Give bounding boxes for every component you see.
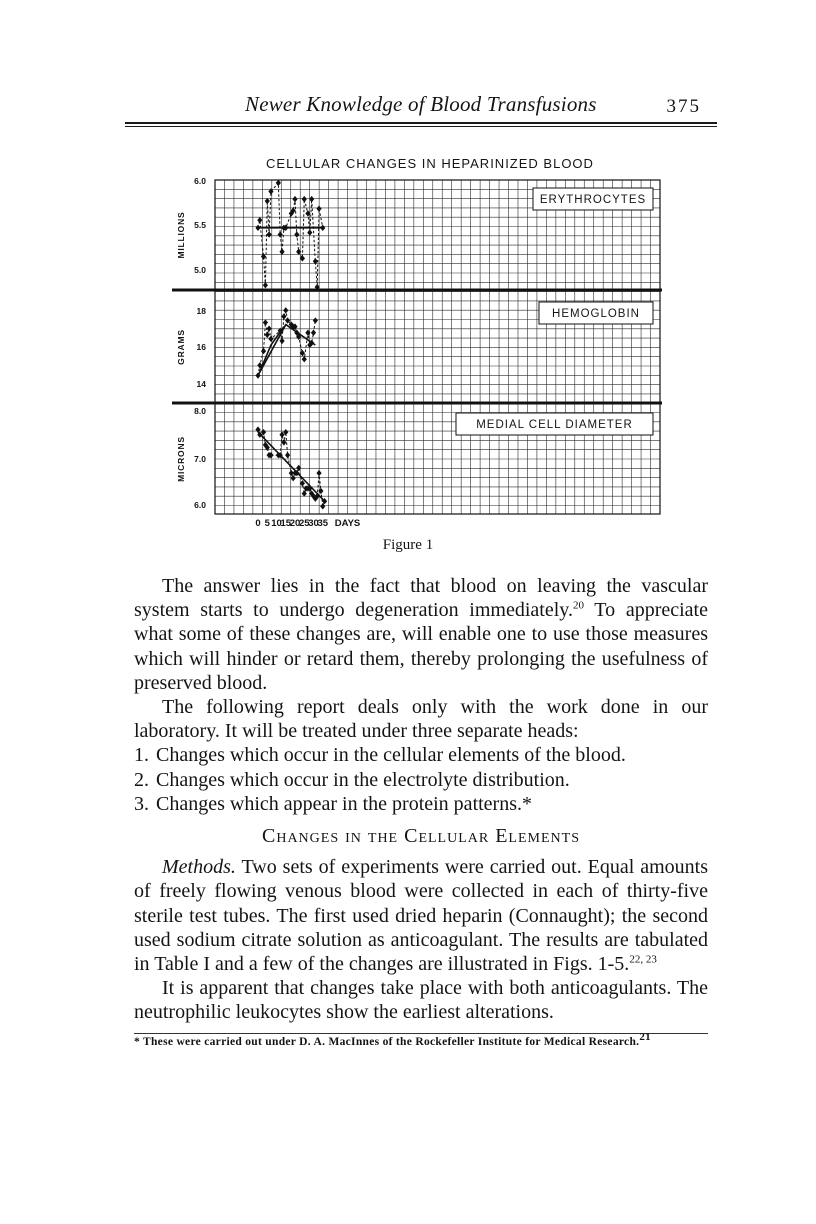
data-point [292,196,297,202]
section-heading-text: Changes in the Cellular Elements [262,825,580,848]
y-axis-label: MILLIONS [176,211,186,259]
chart-title: CELLULAR CHANGES IN HEPARINIZED BLOOD [266,156,594,171]
data-point [300,350,305,356]
paragraph-methods: Methods. Two sets of experiments were carried out. Equal amounts of freely flowing venous blood were collected in each of thirty-five sterile test tubes. The first used dried heparin (Connaught); the second used sodium citrate solution as anticoagulant. The results are tabulated in Table I and a few of the changes are illustrated in Figs. 1-5.$^{22, 23}$ [134,856,708,976]
list-item: 2. Changes which occur in the electrolyte distribution. [134,768,570,791]
x-tick-label: 35 [317,518,329,529]
data-point [278,231,283,237]
x-tick-label: 25 [298,518,310,529]
list-item: 3. Changes which appear in the protein patterns.* [134,792,532,815]
body-text [134,574,708,1025]
page-number: 375 [666,96,701,117]
data-point [294,231,299,237]
panel-label: ERYTHROCYTES [539,194,647,206]
data-point [296,249,301,255]
panel-label: MEDIAL CELL DIAMETER [476,419,633,431]
y-tick-label: 14 [196,379,206,389]
y-tick-label: 7.0 [194,454,206,464]
x-axis-label: DAYS [334,518,361,529]
footnote: * These were carried out under D. A. MacInnes of the Rockefeller Institute for Medical Research.$^{21}$ [134,1031,651,1048]
y-tick-label: 16 [196,342,206,352]
y-tick-label: 5.0 [194,265,206,275]
data-point [263,319,268,325]
running-head [125,86,717,126]
data-point [276,180,281,186]
data-point [267,231,272,237]
list-item: 1. Changes which occur in the cellular elements of the blood. [134,744,626,767]
paragraph-2: The following report deals only with the work done in our laboratory. It will be treated under three separate heads: [134,696,708,743]
series-line-trend [258,432,325,501]
citation-22-23: 22, 23 [629,953,657,966]
data-point [279,338,284,344]
data-point [261,348,266,354]
y-tick-label: 6.0 [194,500,206,510]
y-tick-label: 5.5 [194,220,206,230]
methods-label: Methods. [162,856,236,879]
data-point [316,470,321,476]
figure-chart [160,150,670,535]
header-rule-thin [125,126,717,127]
data-point [300,255,305,261]
data-point [279,249,284,255]
citation-21: 21 [639,1031,651,1044]
paragraph-1: The answer lies in the fact that blood on leaving the vascular system starts to undergo degeneration immediately.$^{20}$ To appreciate what some of these changes are, will enable one to use those measures which will hinder or retard them, thereby prolonging the usefulness of preserved blood. [134,575,708,694]
y-tick-label: 18 [196,306,206,316]
panel-label: HEMOGLOBIN [552,308,640,320]
data-point [265,332,270,338]
data-point [307,229,312,235]
x-tick-label: 15 [280,518,292,529]
data-point [302,196,307,202]
data-point [313,317,318,323]
data-point [267,325,272,331]
data-point [285,452,290,458]
figure-caption: Figure 1 [382,537,434,553]
data-point [263,282,268,288]
x-tick-label: 30 [308,518,319,529]
y-axis-label: MICRONS [176,436,186,482]
header-rule [125,122,717,124]
data-point [283,307,288,313]
x-tick-label: 10 [271,518,282,529]
section-heading [134,824,708,849]
x-tick-label: 5 [264,518,270,529]
y-tick-label: 8.0 [194,406,206,416]
running-title: Newer Knowledge of Blood Transfusions [245,92,597,116]
data-point [311,330,316,336]
citation-20: 20 [572,599,584,612]
plot-frame [215,180,660,514]
paragraph-4: It is apparent that changes take place with both anticoagulants. The neutrophilic leukocytes show the earliest alterations. [134,977,708,1024]
y-axis-label: GRAMS [176,329,186,365]
footnote-rule [134,1033,708,1034]
data-point [257,217,262,223]
x-tick-label: 0 [255,518,261,529]
data-point [281,313,286,319]
data-point [316,205,321,211]
y-tick-label: 6.0 [194,176,206,186]
x-tick-label: 20 [289,518,301,529]
